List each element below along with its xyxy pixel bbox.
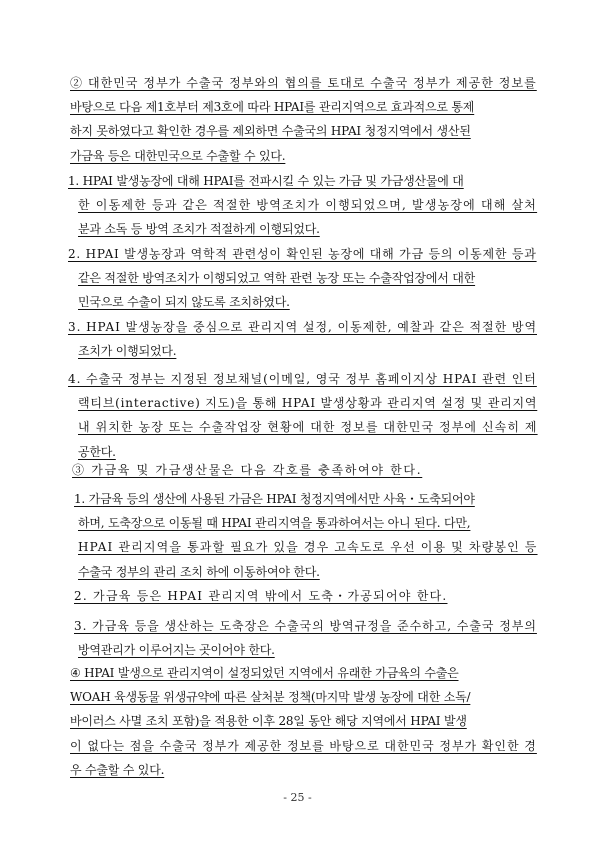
text-line: 1. 가금육 등의 생산에 사용된 가금은 HPAI 청정지역에서만 사육・도축되어야 [74, 492, 475, 506]
text-line: 방역관리가 이루어지는 곳이어야 한다. [78, 643, 275, 658]
text-line: 분과 소독 등 방역 조치가 적절하게 이행되었다. [78, 222, 320, 237]
text-line: ② 대한민국 정부가 수출국 정부와의 협의를 토대로 수출국 정부가 제공한 정보를 [70, 76, 537, 90]
text-line: 1. HPAI 발생농장에 대해 HPAI를 전파시킬 수 있는 가금 및 가금생산물에 대 [68, 174, 464, 188]
text-line: 우 수출할 수 있다. [70, 762, 165, 777]
text-line: ④ HPAI 발생으로 관리지역이 설정되었던 지역에서 유래한 가금육의 수출은 [70, 666, 459, 680]
text-line: 하며, 도축장으로 이동될 때 HPAI 관리지역을 통과하여서는 아니 된다. 다만, [78, 516, 471, 531]
text-line: 이 없다는 점을 수출국 정부가 제공한 정보를 바탕으로 대한민국 정부가 확인한 경 [70, 738, 537, 753]
text-line: 민국으로 수출이 되지 않도록 조치하였다. [78, 295, 290, 310]
text-line: 하지 못하였다고 확인한 경우를 제외하면 수출국의 HPAI 청정지역에서 생산된 [70, 124, 471, 139]
text-line: 같은 적절한 방역조치가 이행되었고 역학 관련 농장 또는 수출작업장에서 대한 [78, 271, 476, 286]
text-line: 가금육 등은 대한민국으로 수출할 수 있다. [70, 148, 286, 163]
page-number: - 25 - [283, 791, 312, 804]
text-line: 수출국 정부의 관리 조치 하에 이동하여야 한다. [78, 564, 320, 579]
text-line: 2. HPAI 발생농장과 역학적 관련성이 확인된 농장에 대해 가금 등의 이동제한 등과 [68, 247, 537, 261]
text-line: 바탕으로 다음 제1호부터 제3호에 따라 HPAI를 관리지역으로 효과적으로 통제 [70, 100, 475, 115]
text-line: 3. 가금육 등을 생산하는 도축장은 수출국의 방역규정을 준수하고, 수출국 정부의 [74, 619, 537, 633]
text-line: 바이러스 사멸 조치 포함)을 적용한 이후 28일 동안 해당 지역에서 HPAI 발생 [70, 714, 467, 729]
text-line: WOAH 육생동물 위생규약에 따른 살처분 정책(마지막 발생 농장에 대한 소독/ [70, 690, 471, 705]
text-line: 조치가 이행되었다. [78, 344, 177, 359]
text-line: HPAI 관리지역을 통과할 필요가 있을 경우 고속도로 우선 이용 및 차량봉인 등 [78, 540, 538, 555]
text-line: 4. 수출국 정부는 지정된 정보채널(이메일, 영국 정부 홈페이지상 HPAI 관련 인터 [68, 372, 537, 386]
text-line: 내 위치한 농장 또는 수출작업장 현황에 대한 정보를 대한민국 정부에 신속히 제 [78, 420, 538, 435]
text-line: 2. 가금육 등은 HPAI 관리지역 밖에서 도축・가공되어야 한다. [74, 589, 448, 603]
text-line: 한 이동제한 등과 같은 적절한 방역조치가 이행되었으며, 발생농장에 대해 살처 [78, 198, 538, 213]
text-line: 공한다. [78, 444, 116, 459]
text-line: 랙티브(interactive) 지도)을 통해 HPAI 발생상황과 관리지역 설정 및 관리지역 [78, 396, 538, 411]
text-line: ③ 가금육 및 가금생산물은 다음 각호를 충족하여야 한다. [72, 463, 423, 477]
text-line: 3. HPAI 발생농장을 중심으로 관리지역 설정, 이동제한, 예찰과 같은 적절한 방역 [68, 320, 537, 334]
